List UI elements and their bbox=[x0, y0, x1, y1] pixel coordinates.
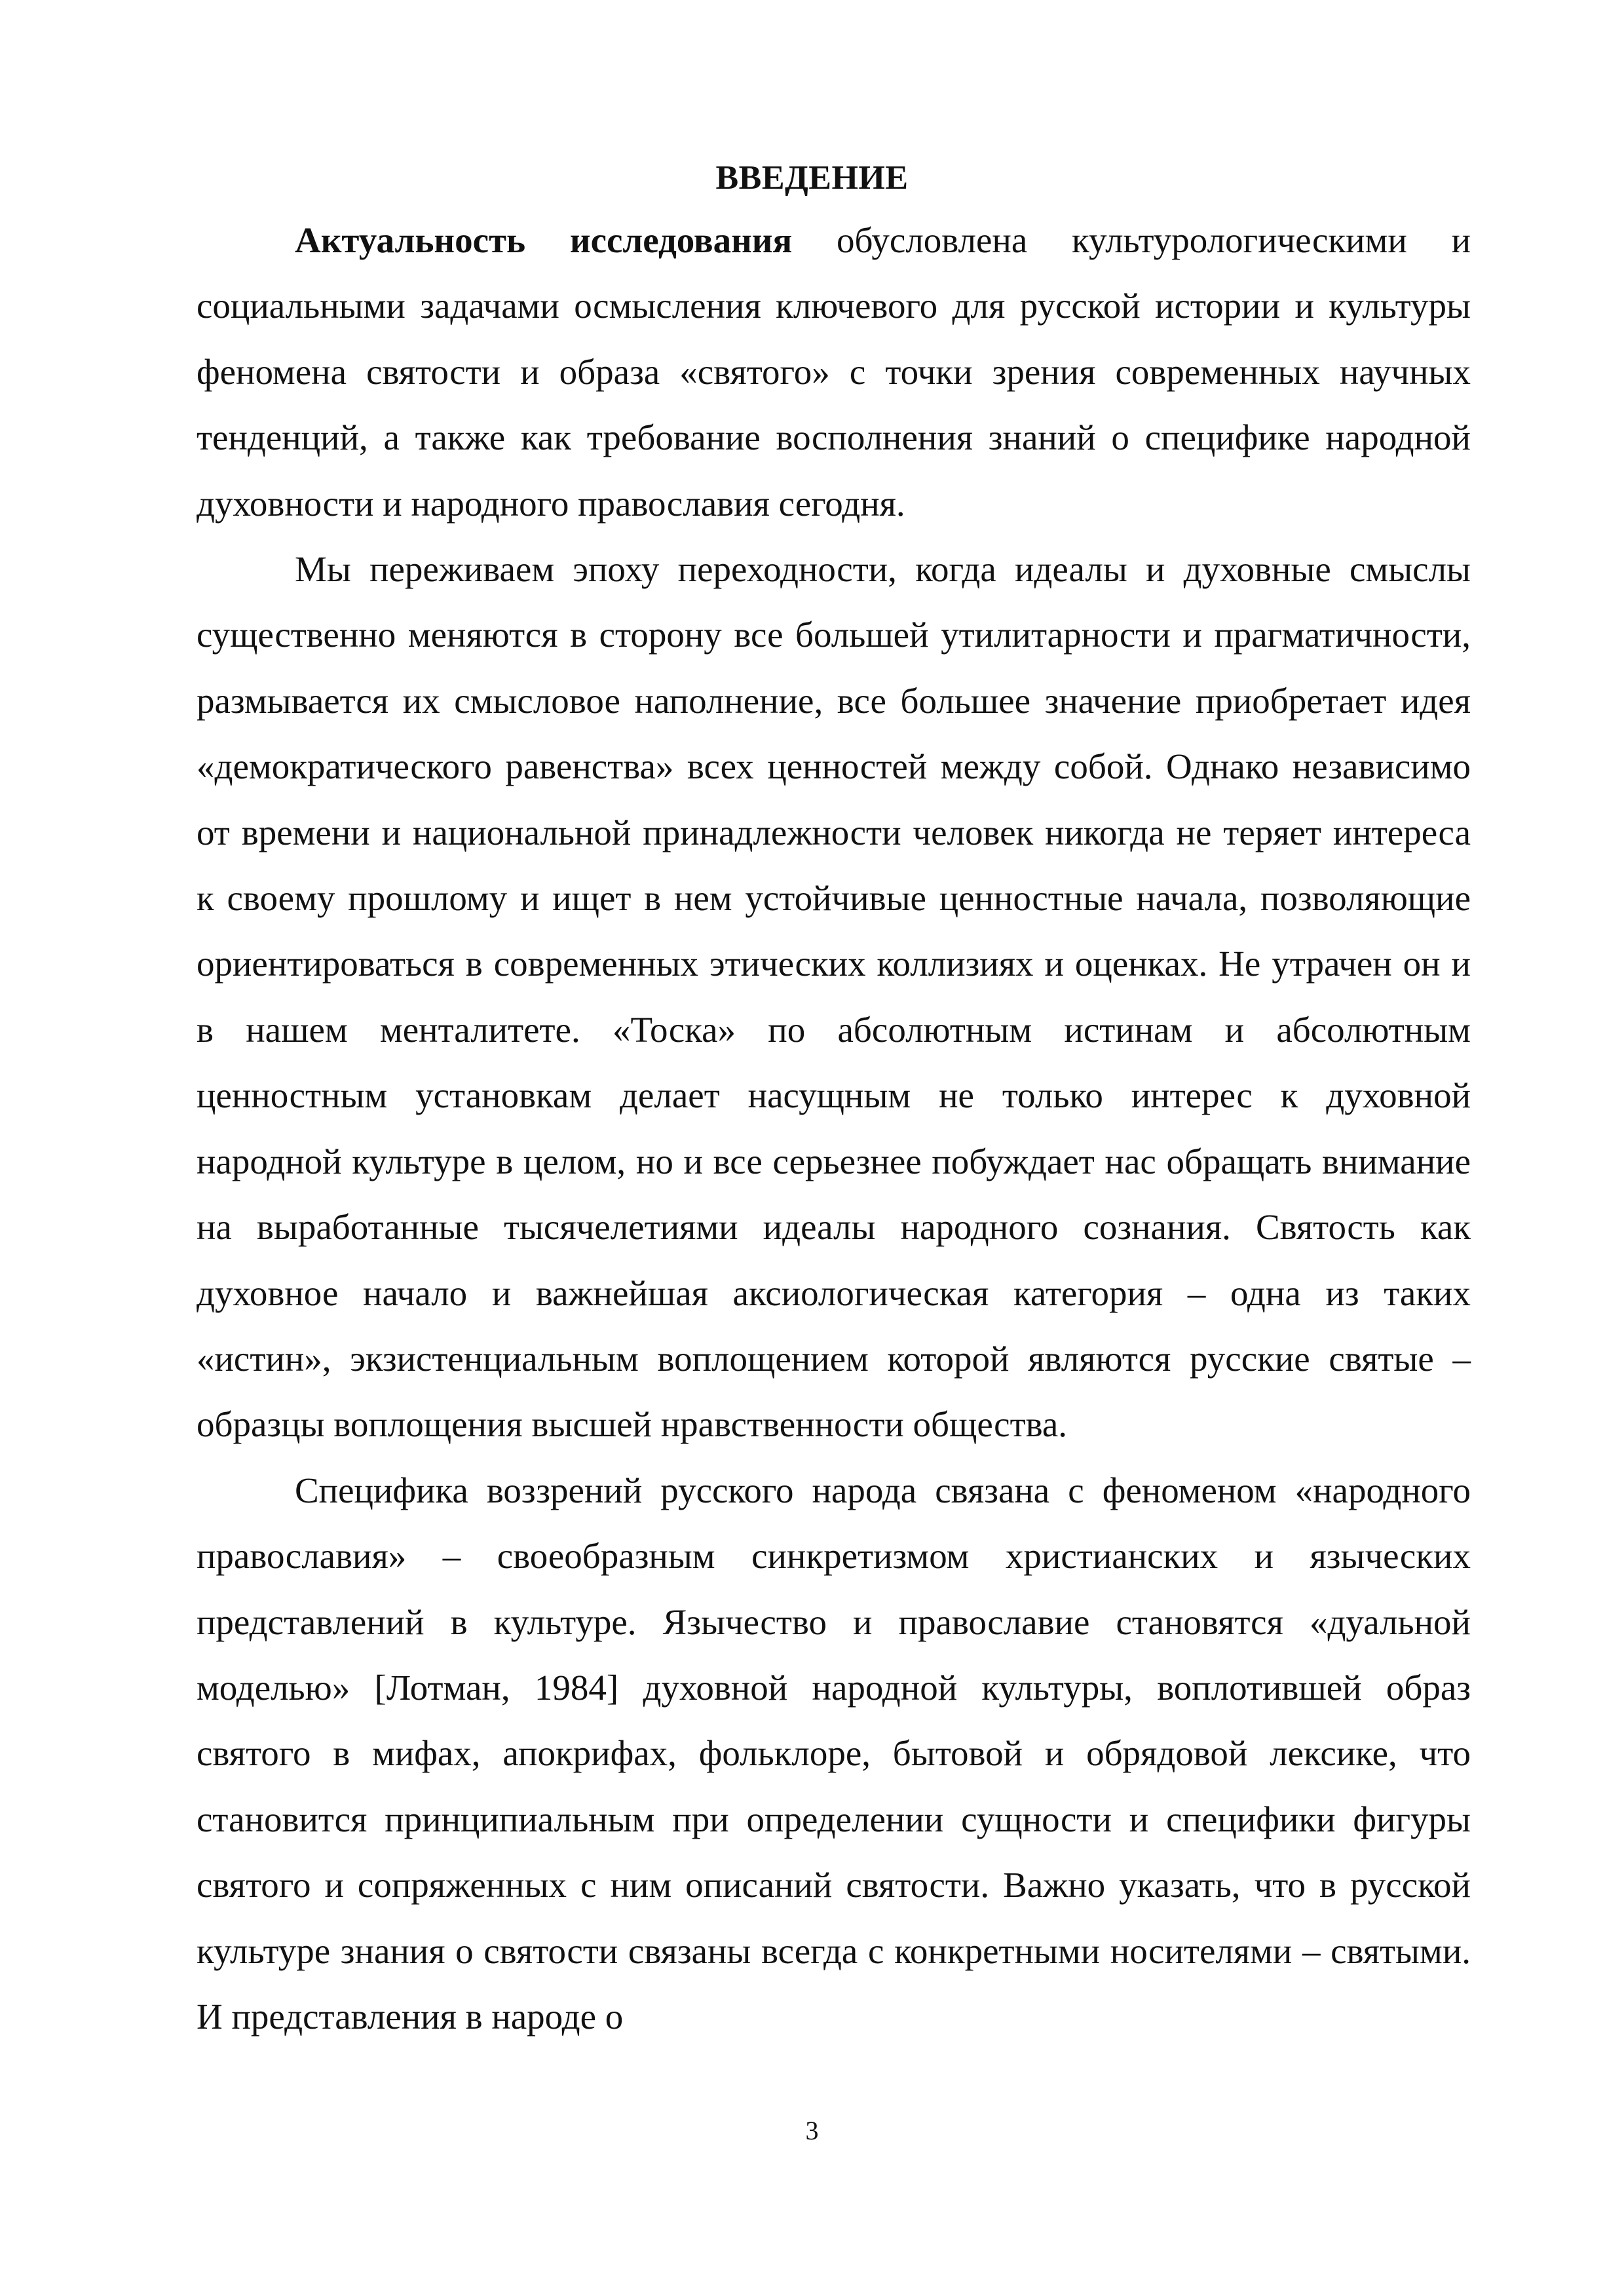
section-heading: ВВЕДЕНИЕ bbox=[715, 159, 909, 197]
page-number: 3 bbox=[805, 2116, 819, 2145]
body-text bbox=[197, 208, 1471, 2050]
paragraph-lead-bold: Актуальность исследования bbox=[295, 220, 793, 260]
paragraph-text: обусловлена культурологическими и социальными задачами осмысления ключевого для русской истории и культуры феномена святости и образа «святого» с точки зрения современных научных тенденций, а также как требование восполнения знаний о специфике народной духовности и народного православия сегодня. bbox=[197, 220, 1471, 524]
paragraph-folk-orthodoxy: Специфика воззрений русского народа связана с феноменом «народного православия» – своеобразным синкретизмом христианских и языческих представлений в культуре. Язычество и православие становятся «дуальной моделью» [Лотман, 1984] духовной народной культуры, воплотившей образ святого в мифах, апокрифах, фольклоре, бытовой и обрядовой лексике, что становится принципиальным при определении сущности и специфики фигуры святого и сопряженных с ним описаний святости. Важно указать, что в русской культуре знания о святости связаны всегда с конкретными носителями – святыми. И представления в народе о bbox=[197, 1470, 1471, 2037]
paragraph-transition-era: Мы переживаем эпоху переходности, когда идеалы и духовные смыслы существенно меняются в сторону все большей утилитарности и прагматичности, размывается их смысловое наполнение, все большее значение приобретает идея «демократического равенства» всех ценностей между собой. Однако независимо от времени и национальной принадлежности человек никогда не теряет интереса к своему прошлому и ищет в нем устойчивые ценностные начала, позволяющие ориентироваться в современных этических коллизиях и оценках. Не утрачен он и в нашем менталитете. «Тоска» по абсолютным истинам и абсолютным ценностным установкам делает насущным не только интерес к духовной народной культуре в целом, но и все серьезнее побуждает нас обращать внимание на выработанные тысячелетиями идеалы народного сознания. Святость как духовное начало и важнейшая аксиологическая категория – одна из таких «истин», экзистенциальным воплощением которой являются русские святые – образцы воплощения высшей нравственности общества. bbox=[197, 549, 1471, 1445]
paragraph-relevance bbox=[197, 208, 1471, 537]
